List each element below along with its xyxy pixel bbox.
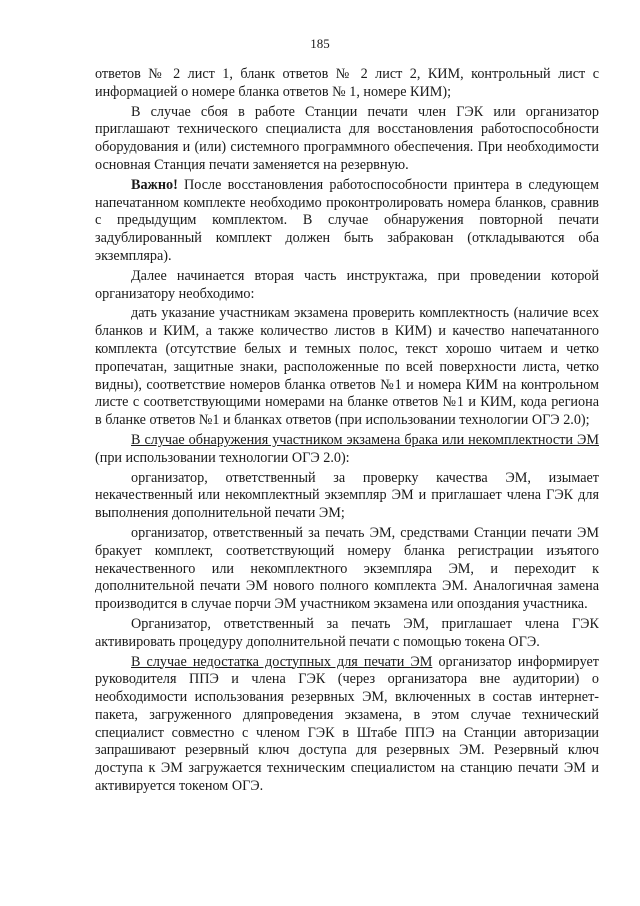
paragraph-text: (при использовании технологии ОГЭ 2.0): bbox=[95, 449, 350, 466]
paragraph-text: организатор, ответственный за печать ЭМ, средствами Станции печати ЭМ бракует комплект, соответствующий номеру бланка регистрации изъятого некачественного или некомплектного экземпляра ЭМ, и переходит к дополнительной печати ЭМ нового полного комплекта ЭМ. Аналогичная замена производится в случае порчи ЭМ участником экзамена или опоздания участника. bbox=[95, 524, 599, 613]
paragraph bbox=[95, 268, 599, 304]
paragraph bbox=[95, 305, 599, 430]
paragraph bbox=[95, 525, 599, 614]
paragraph-text: организатор информирует руководителя ППЭ и члена ГЭК (через организатора вне аудитории) о необходимости использования резервных ЭМ, включенных в состав интернет-пакета, загруженного дляпроведения экзамена, в этом случае технический специалист совместно с членом ГЭК в Штабе ППЭ на Станции авторизации запрашивают резервный ключ доступа для резервных ЭМ. Резервный ключ доступа к ЭМ загружается техническим специалистом на станцию печати ЭМ и активируется токеном ОГЭ. bbox=[95, 653, 599, 795]
paragraph-text: ответов № 2 лист 1, бланк ответов № 2 лист 2, КИМ, контрольный лист с информацией о номере бланка ответов № 1, номере КИМ); bbox=[95, 66, 599, 100]
paragraph-text: дать указание участникам экзамена проверить комплектность (наличие всех бланков и КИМ, а также количество листов в КИМ) и качество напечатанного комплекта (отсутствие белых и темных полос, текст хорошо читаем и четко пропечатан, защитные знаки, расположенные по всей поверхности листа, четко видны), соответствие номеров бланка ответов №1 и номера КИМ на контрольном листе с соответствующими номерами на бланке ответов №1 и КИМ, кода региона в бланке ответов №1 и бланках ответов (при использовании технологии ОГЭ 2.0); bbox=[95, 305, 599, 429]
document-body bbox=[95, 66, 599, 798]
emphasis-lead: Важно! bbox=[131, 176, 178, 193]
underlined-lead: В случае недостатка доступных для печати ЭМ bbox=[131, 653, 433, 670]
paragraph bbox=[95, 470, 599, 523]
paragraph bbox=[95, 616, 599, 652]
paragraph bbox=[95, 104, 599, 175]
paragraph-text: Далее начинается вторая часть инструктажа, при проведении которой организатору необходимо: bbox=[95, 267, 599, 302]
paragraph-text: В случае сбоя в работе Станции печати член ГЭК или организатор приглашают технического специалиста для восстановления работоспособности оборудования и (или) системного программного обеспечения. При необходимости основная Станция печати заменяется на резервную. bbox=[95, 103, 599, 173]
paragraph bbox=[95, 177, 599, 266]
paragraph-text: Организатор, ответственный за печать ЭМ, приглашает члена ГЭК активировать процедуру дополнительной печати с помощью токена ОГЭ. bbox=[95, 615, 599, 650]
paragraph-text: После восстановления работоспособности принтера в следующем напечатанном комплекте необходимо проконтролировать номера бланков, сравнив с предыдущим комплектом. В случае обнаружения повторной печати задублированный комплект должен быть забракован (откладываются оба экземпляра). bbox=[95, 176, 599, 264]
underlined-lead: В случае обнаружения участником экзамена брака или некомплектности ЭМ bbox=[131, 431, 599, 448]
paragraph bbox=[95, 654, 599, 796]
paragraph bbox=[95, 432, 599, 468]
page-number: 185 bbox=[310, 36, 330, 51]
paragraph bbox=[95, 66, 599, 102]
paragraph-text: организатор, ответственный за проверку качества ЭМ, изымает некачественный или некомплектный экземпляр ЭМ и приглашает члена ГЭК для выполнения дополнительной печати ЭМ; bbox=[95, 469, 599, 522]
